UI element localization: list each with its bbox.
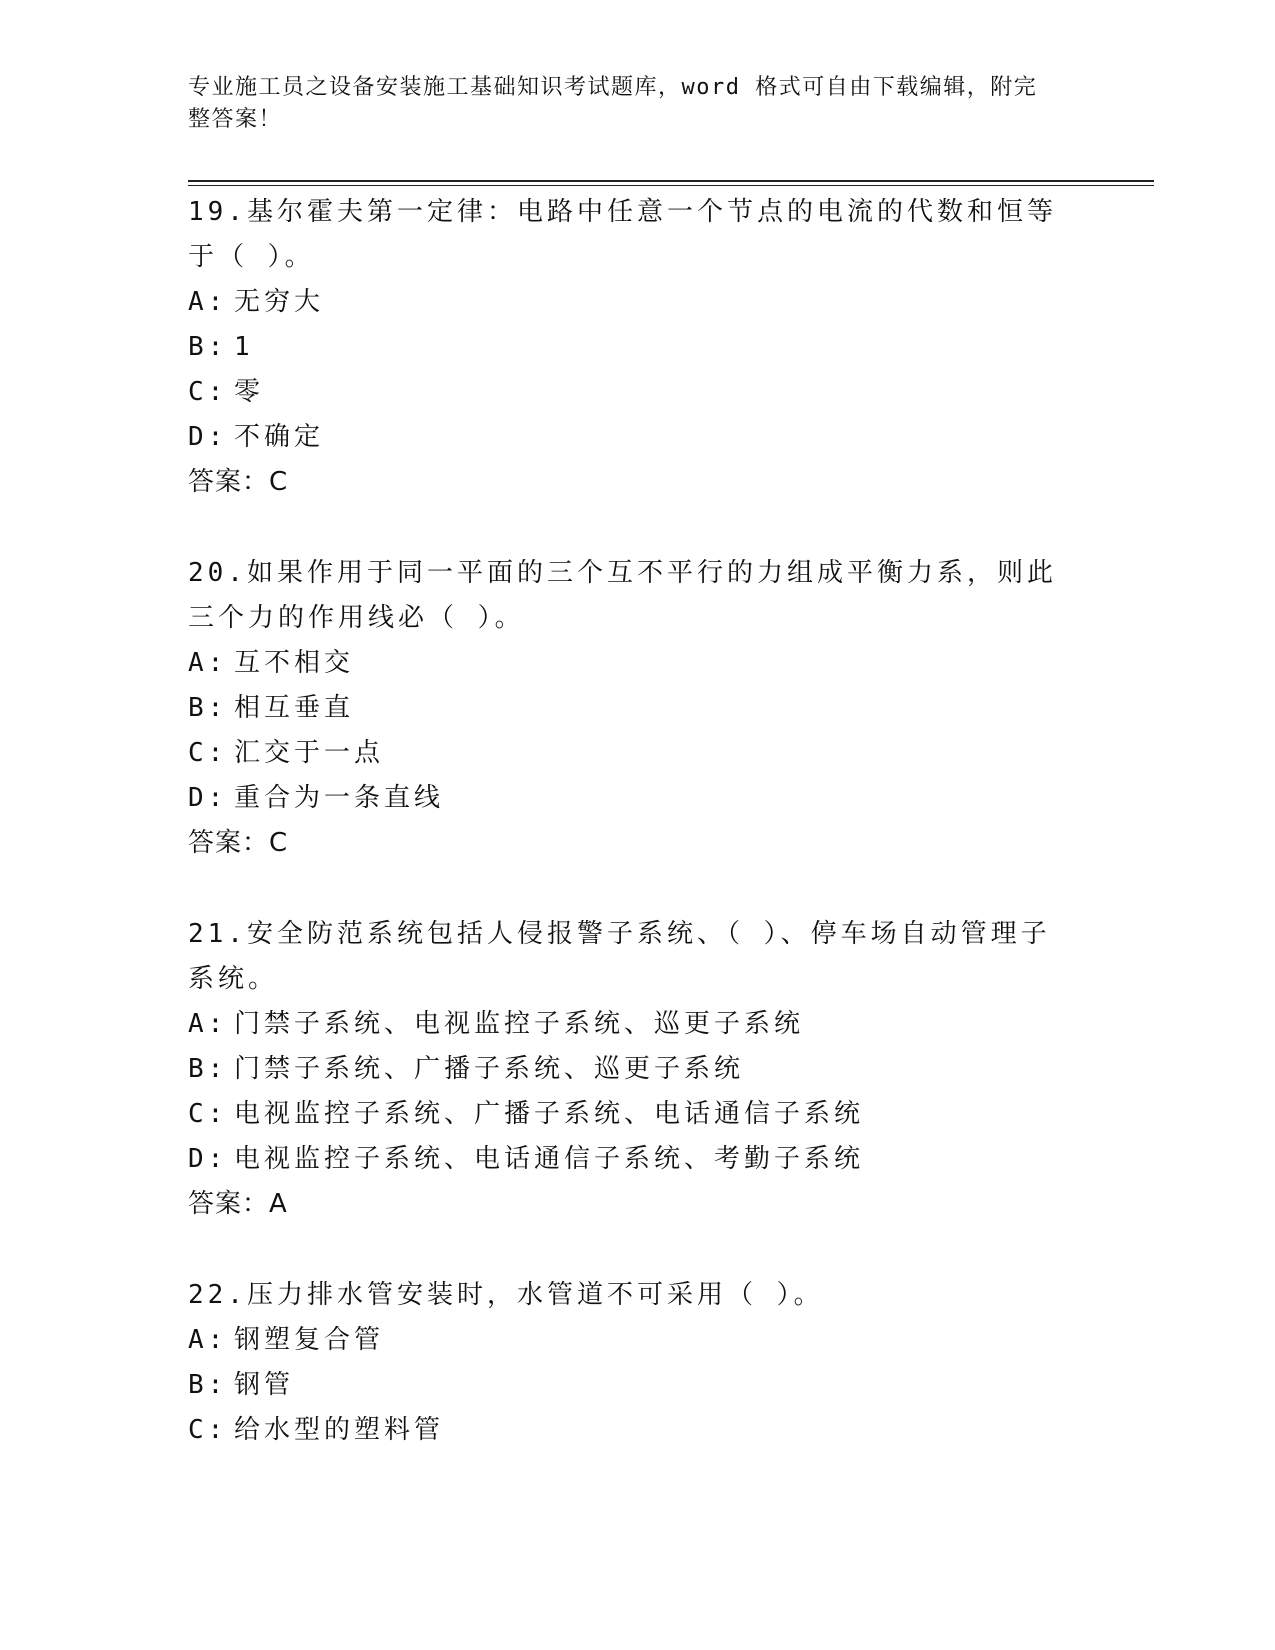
- option-text: 相互垂直: [234, 693, 355, 723]
- option-a: [188, 280, 1088, 325]
- option-letter: C:: [188, 1099, 228, 1129]
- question-text: 安全防范系统包括人侵报警子系统、（ ）、停车场自动管理子系统。: [188, 919, 1051, 994]
- option-text: 1: [234, 332, 254, 362]
- question-19: [188, 190, 1088, 505]
- option-letter: A:: [188, 1009, 228, 1039]
- option-a: [188, 1318, 1088, 1363]
- option-a: [188, 1002, 1088, 1047]
- question-stem: [188, 190, 1068, 280]
- option-b: [188, 1047, 1088, 1092]
- header-divider-thin: [188, 185, 1154, 186]
- option-b: [188, 325, 1088, 370]
- option-letter: D:: [188, 1144, 228, 1174]
- option-text: 不确定: [234, 422, 325, 452]
- question-22: [188, 1273, 1088, 1453]
- question-number: 19.: [188, 197, 247, 227]
- option-letter: A:: [188, 287, 228, 317]
- option-c: [188, 1092, 1088, 1137]
- option-text: 重合为一条直线: [234, 783, 445, 813]
- option-letter: C:: [188, 1415, 228, 1445]
- option-c: [188, 370, 1088, 415]
- option-letter: B:: [188, 1054, 228, 1084]
- option-text: 零: [234, 377, 265, 407]
- question-text: 如果作用于同一平面的三个互不平行的力组成平衡力系，则此三个力的作用线必（ ）。: [188, 558, 1057, 633]
- option-letter: D:: [188, 422, 228, 452]
- option-letter: B:: [188, 1370, 228, 1400]
- header-divider-thick: [188, 180, 1154, 182]
- option-text: 电视监控子系统、电话通信子系统、考勤子系统: [234, 1144, 865, 1174]
- question-20: [188, 551, 1088, 866]
- option-letter: A:: [188, 1325, 228, 1355]
- question-number: 20.: [188, 558, 247, 588]
- option-text: 电视监控子系统、广播子系统、电话通信子系统: [234, 1099, 865, 1129]
- question-stem: [188, 912, 1068, 1002]
- answer-line: 答案：C: [188, 467, 289, 497]
- option-text: 给水型的塑料管: [234, 1415, 445, 1445]
- answer-line: 答案：C: [188, 828, 289, 858]
- question-number: 21.: [188, 919, 247, 949]
- option-b: [188, 1363, 1088, 1408]
- option-text: 钢管: [234, 1370, 295, 1400]
- intro-line-1: 专业施工员之设备安装施工基础知识考试题库，word 格式可自由下载编辑，附完: [188, 75, 1038, 100]
- option-letter: A:: [188, 648, 228, 678]
- option-d: [188, 415, 1088, 460]
- option-text: 钢塑复合管: [234, 1325, 385, 1355]
- option-text: 汇交于一点: [234, 738, 385, 768]
- answer-line: 答案：A: [188, 1189, 288, 1219]
- option-c: [188, 731, 1088, 776]
- question-stem: [188, 551, 1068, 641]
- option-text: 无穷大: [234, 287, 325, 317]
- option-letter: B:: [188, 693, 228, 723]
- intro-line-2: 整答案！: [188, 107, 283, 132]
- question-text: 基尔霍夫第一定律：电路中任意一个节点的电流的代数和恒等于（ ）。: [188, 197, 1057, 272]
- option-text: 互不相交: [234, 648, 355, 678]
- option-d: [188, 776, 1088, 821]
- question-21: [188, 912, 1088, 1227]
- option-text: 门禁子系统、电视监控子系统、巡更子系统: [234, 1009, 805, 1039]
- option-b: [188, 686, 1088, 731]
- question-text: 压力排水管安装时，水管道不可采用（ ）。: [246, 1280, 824, 1310]
- option-letter: C:: [188, 377, 228, 407]
- option-text: 门禁子系统、广播子系统、巡更子系统: [234, 1054, 745, 1084]
- document-intro: [188, 72, 1068, 136]
- question-list: [188, 190, 1088, 1499]
- option-a: [188, 641, 1088, 686]
- option-d: [188, 1137, 1088, 1182]
- option-letter: C:: [188, 738, 228, 768]
- option-letter: D:: [188, 783, 228, 813]
- question-stem: [188, 1273, 1068, 1318]
- option-letter: B:: [188, 332, 228, 362]
- option-c: [188, 1408, 1088, 1453]
- question-number: 22.: [188, 1280, 247, 1310]
